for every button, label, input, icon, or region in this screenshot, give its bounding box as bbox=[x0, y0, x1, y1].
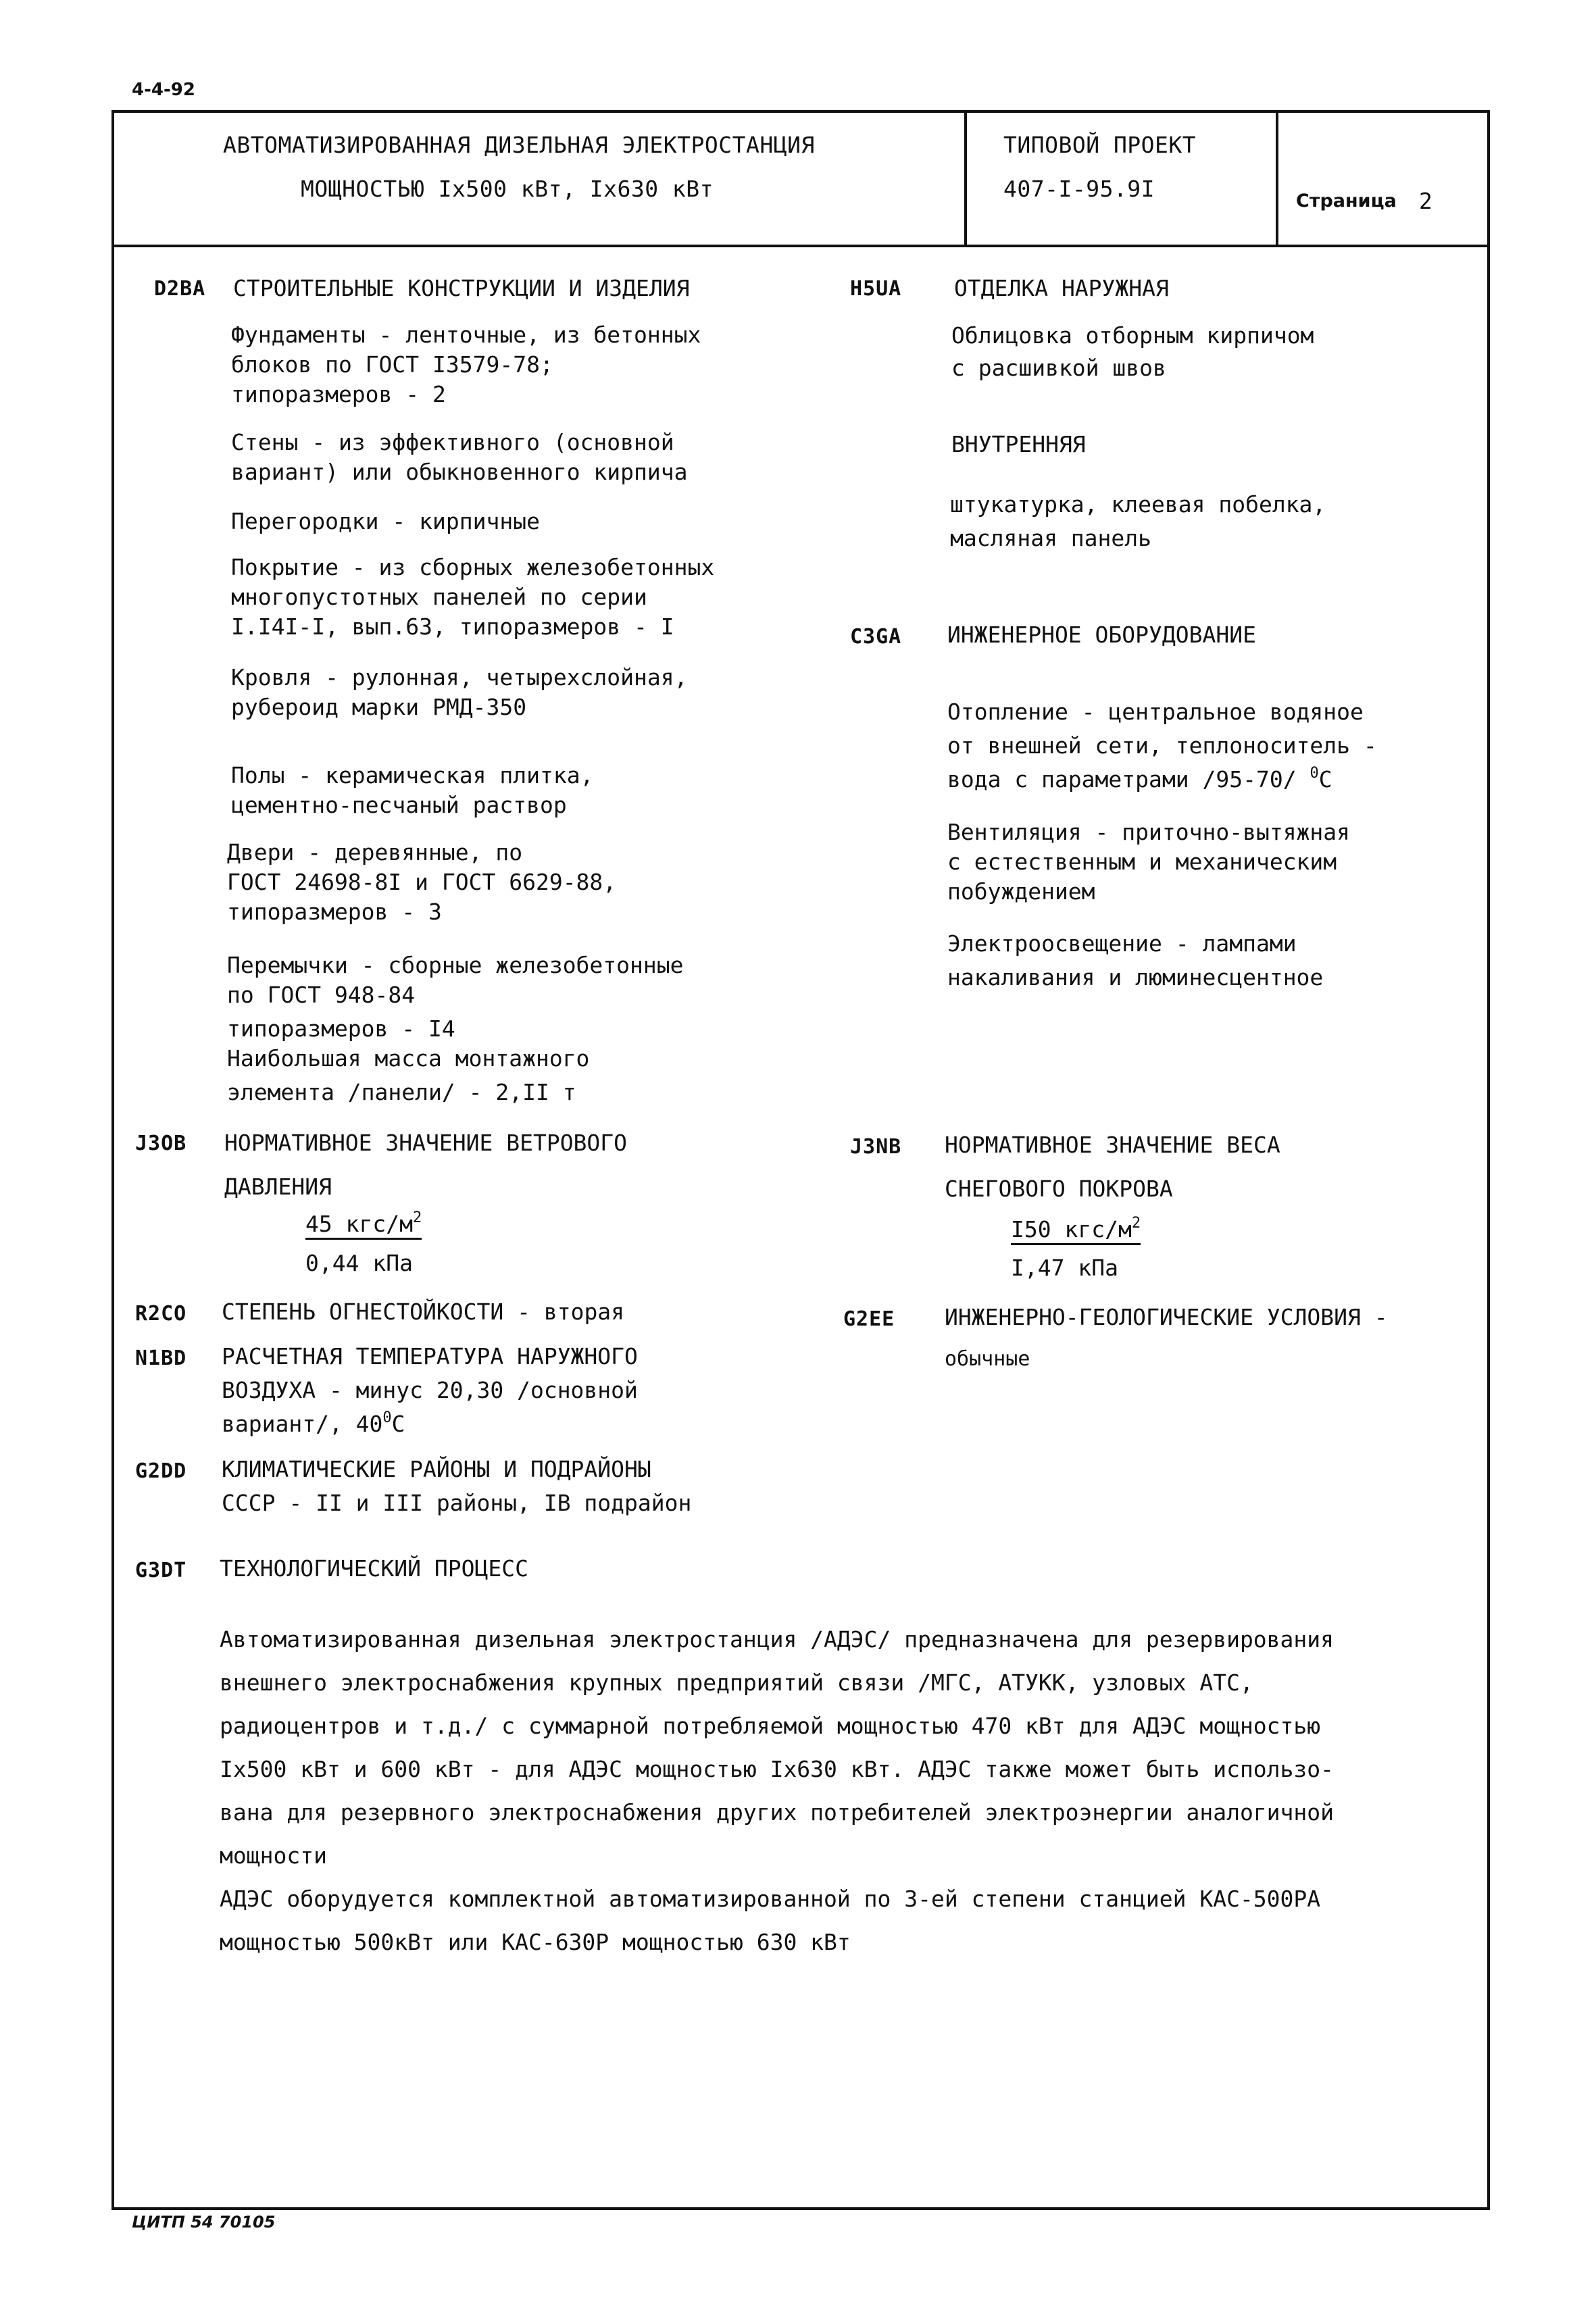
process-paragraph-2: АДЭС оборудуется комплектной автоматизированной по 3-ей степени станцией КАС-500РА мощностью 500кВт или КАС-630Р мощностью 630 кВт bbox=[220, 1886, 1321, 1955]
exterior-finish-text: Облицовка отборным кирпичом с расшивкой швов bbox=[951, 322, 1314, 381]
section-code-j3nb: J3NB bbox=[850, 1135, 902, 1159]
heading-snow-load: НОРМАТИВНОЕ ЗНАЧЕНИЕ ВЕСА СНЕГОВОГО ПОКРОВА bbox=[945, 1132, 1280, 1202]
doors-text: Двери - деревянные, по ГОСТ 24698-8I и ГОСТ 6629-88, типоразмеров - 3 bbox=[227, 839, 617, 925]
section-code-n1bd: N1BD bbox=[135, 1347, 187, 1370]
heading-interior-finish: ВНУТРЕННЯЯ bbox=[951, 431, 1086, 457]
snow-load-value: I50 кгс/$м^2$ bbox=[1011, 1215, 1141, 1245]
page-label: Страница bbox=[1296, 191, 1397, 211]
design-temperature: РАСЧЕТНАЯ ТЕМПЕРАТУРА НАРУЖНОГО ВОЗДУХА - минус 20,30 /основной вариант/, $40^0С$ bbox=[222, 1343, 638, 1437]
page-number: 2 bbox=[1419, 188, 1432, 214]
wind-pressure-value: 45 кгс/$м^2$ bbox=[305, 1209, 422, 1240]
section-code-h5ua: H5UA bbox=[850, 277, 902, 301]
lighting-text: Электроосвещение - лампами накаливания и люминесцентное bbox=[947, 930, 1324, 990]
foundations-text: Фундаменты - ленточные, из бетонных блоков по ГОСТ I3579-78; типоразмеров - 2 bbox=[231, 322, 701, 407]
heading-engineering-equipment: ИНЖЕНЕРНОЕ ОБОРУДОВАНИЕ bbox=[947, 622, 1256, 648]
section-code-r2c0: R2CO bbox=[135, 1302, 187, 1326]
section-code-d2ba: D2BA bbox=[154, 277, 206, 301]
section-code-g2dd: G2DD bbox=[135, 1459, 187, 1483]
wind-pressure-kpa: 0,44 кПа bbox=[305, 1250, 413, 1276]
roofing-text: Кровля - рулонная, четырехслойная, рубероид марки РМД-350 bbox=[231, 664, 688, 720]
document-title-line1: АВТОМАТИЗИРОВАННАЯ ДИЗЕЛЬНАЯ ЭЛЕКТРОСТАНЦИЯ bbox=[223, 132, 815, 158]
heading-construction: СТРОИТЕЛЬНЫЕ КОНСТРУКЦИИ И ИЗДЕЛИЯ bbox=[233, 275, 690, 301]
header-divider bbox=[111, 245, 1490, 247]
section-code-c3ga: C3GA bbox=[850, 625, 902, 649]
fire-resistance: СТЕПЕНЬ ОГНЕСТОЙКОСТИ - вторая bbox=[222, 1299, 625, 1325]
header-column-divider-1 bbox=[964, 110, 967, 246]
heating-text: Отопление - центральное водяное от внешней сети, теплоноситель - вода с параметрами /95-70/ $^0$С bbox=[947, 699, 1377, 793]
section-code-g2ee: G2EE bbox=[843, 1307, 895, 1331]
walls-text: Стены - из эффективного (основной вариант) или обыкновенного кирпича bbox=[231, 429, 688, 485]
process-paragraph-1: Автоматизированная дизельная электростанция /АДЭС/ предназначена для резервирования внешнего электроснабжения крупных предприятий связи /МГС, АТУКК, узловых АТС, радиоцентров и т.д./ с суммарной потребляемой мощностью 470 кВт для АДЭС мощностью Iх500 кВт и 600 кВт - для АДЭС мощностью Iх630 кВт. АДЭС также может быть использо- вана для резервного электроснабжения других потребителей электроэнергии аналогичной мощности bbox=[220, 1626, 1335, 1869]
project-label: ТИПОВОЙ ПРОЕКТ bbox=[1003, 132, 1197, 158]
header-column-divider-2 bbox=[1276, 110, 1278, 246]
document-title-line2: МОЩНОСТЬЮ Iх500 кВт, Iх630 кВт bbox=[301, 176, 714, 202]
heading-exterior-finish: ОТДЕЛКА НАРУЖНАЯ bbox=[954, 275, 1169, 301]
roof-slabs-text: Покрытие - из сборных железобетонных многопустотных панелей по серии I.I4I-I, вып.63, типоразмеров - I bbox=[231, 554, 715, 640]
floors-text: Полы - керамическая плитка, цементно-песчаный раствор bbox=[231, 762, 594, 818]
lintels-text: Перемычки - сборные железобетонные по ГОСТ 948-84 типоразмеров - I4 Наибольшая масса монтажного элемента /панели/ - 2,II т bbox=[227, 952, 684, 1105]
interior-finish-text: штукатурка, клеевая побелка, масляная панель bbox=[950, 491, 1326, 551]
heading-geological-conditions: ИНЖЕНЕРНО-ГЕОЛОГИЧЕСКИЕ УСЛОВИЯ - bbox=[945, 1304, 1388, 1330]
printer-imprint: ЦИТП 54 70105 bbox=[132, 2213, 276, 2232]
climatic-regions: КЛИМАТИЧЕСКИЕ РАЙОНЫ И ПОДРАЙОНЫ СССР - II и III районы, IВ подрайон bbox=[222, 1456, 692, 1516]
section-code-j30b: J3OB bbox=[135, 1132, 187, 1155]
snow-load-kpa: I,47 кПа bbox=[1011, 1255, 1118, 1281]
geological-conditions-value: обычные bbox=[945, 1347, 1030, 1371]
heading-technological-process: ТЕХНОЛОГИЧЕСКИЙ ПРОЦЕСС bbox=[220, 1555, 528, 1582]
document-code: 4-4-92 bbox=[132, 80, 195, 100]
heading-wind-pressure: НОРМАТИВНОЕ ЗНАЧЕНИЕ ВЕТРОВОГО ДАВЛЕНИЯ bbox=[224, 1130, 628, 1200]
project-number: 407-I-95.9I bbox=[1003, 176, 1155, 202]
section-code-g3dt: G3DT bbox=[135, 1559, 187, 1582]
partitions-text: Перегородки - кирпичные bbox=[231, 508, 540, 534]
ventilation-text: Вентиляция - приточно-вытяжная с естественным и механическим побуждением bbox=[947, 819, 1351, 905]
